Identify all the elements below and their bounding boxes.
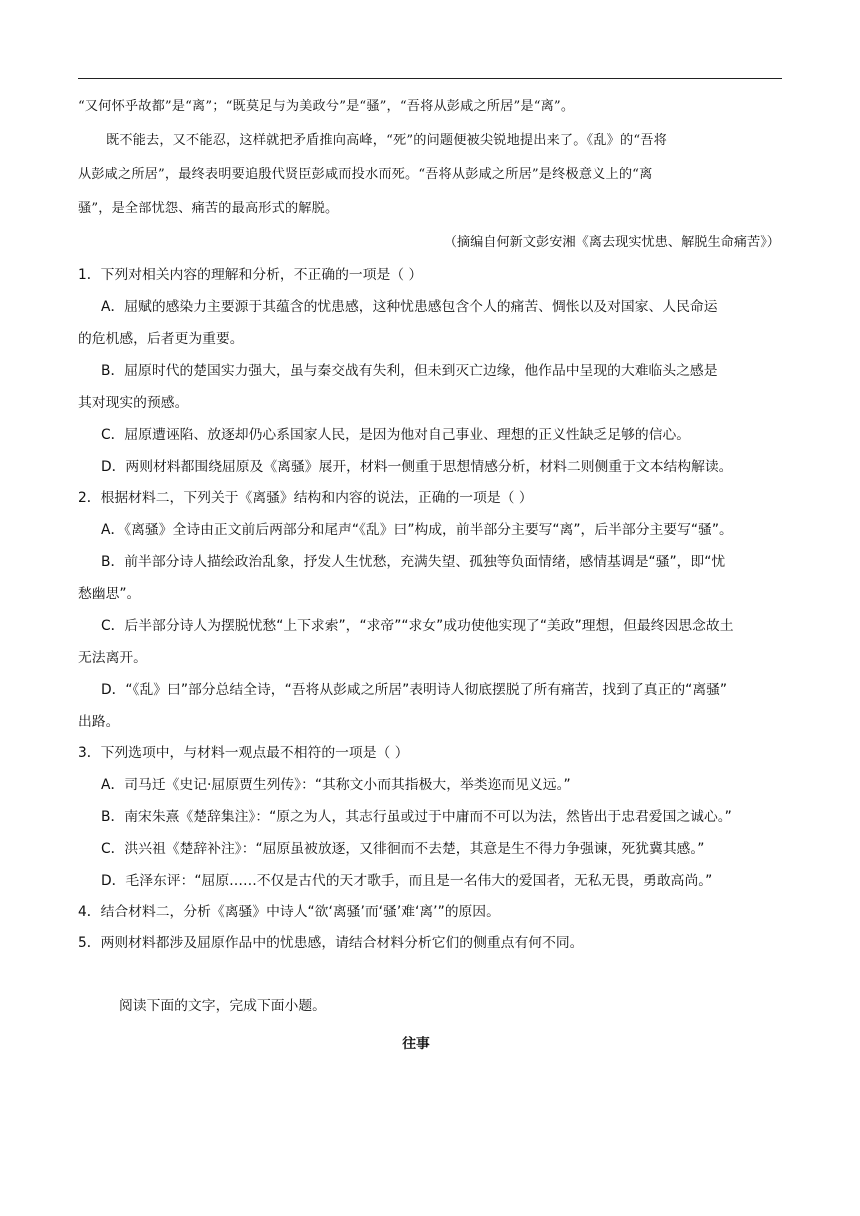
question-1-stem: 1．下列对相关内容的理解和分析，不正确的一项是（ ） [78,267,423,283]
excerpt-line: 既不能去，又不能忍，这样就把矛盾推向高峰，“死”的问题便被尖锐地提出来了。《乱》的“吾将 [106,133,667,148]
excerpt-source: （摘编自何新文彭安湘《离去现实忧患、解脱生命痛苦》） [443,235,780,250]
excerpt-line: “又何怀乎故都”是“离”；“既莫足与为美政兮”是“骚”，“吾将从彭咸之所居”是“离”。 [78,99,575,114]
material-excerpt [78,97,782,253]
question-2-option-c-cont: 无法离开。 [78,650,147,666]
question-4-stem: 4．结合材料二，分析《离骚》中诗人“欲‘离骚’而‘骚’难‘离’”的原因。 [78,904,500,920]
question-5-stem: 5．两则材料都涉及屈原作品中的忧患感，请结合材料分析它们的侧重点有何不同。 [78,935,584,951]
header-rule [78,78,782,79]
question-3-option-d: D．毛泽东评：“屈原……不仅是古代的天才歌手，而且是一名伟大的爱国者，无私无畏，勇敢高尚。” [101,873,713,889]
question-3-option-b: B．南宋朱熹《楚辞集注》：“原之为人，其志行虽或过于中庸而不可以为法，然皆出于忠君爱国之诚心。” [101,809,732,825]
question-1-option-a: A．屈赋的感染力主要源于其蕴含的忧患感，这种忧患感包含个人的痛苦、惆怅以及对国家、人民命运 [101,299,718,315]
question-1-option-b-cont: 其对现实的预感。 [78,395,189,411]
question-3-option-c: C．洪兴祖《楚辞补注》：“屈原虽被放逐，又徘徊而不去楚，其意是生不得力争强谏，死犹冀其感。” [101,841,705,857]
excerpt-line: 从彭咸之所居”，最终表明要追殷代贤臣彭咸而投水而死。“吾将从彭咸之所居”是终极意义上的“离 [78,167,653,182]
question-2-option-d: D．“《乱》曰”部分总结全诗，“吾将从彭咸之所居”表明诗人彻底摆脱了所有痛苦，找到了真正的“离骚” [101,682,728,698]
question-block [78,265,782,1054]
question-1-option-a-cont: 的危机感，后者更为重要。 [78,331,244,347]
question-3-option-a: A．司马迁《史记·屈原贾生列传》：“其称文小而其指极大，举类迩而见义远。” [101,777,571,793]
reading-title: 往事 [402,1036,430,1052]
question-2-option-a: A．《离骚》全诗由正文前后两部分和尾声“《乱》曰”构成，前半部分主要写“离”，后半部分主要写“骚”。 [101,522,733,538]
question-1-option-b: B．屈原时代的楚国实力强大，虽与秦交战有失利，但未到灭亡边缘，他作品中呈现的大难临头之感是 [101,363,718,379]
question-2-option-d-cont: 出路。 [78,714,120,730]
question-2-stem: 2．根据材料二，下列关于《离骚》结构和内容的说法，正确的一项是（ ） [78,490,533,506]
reading-intro: 阅读下面的文字，完成下面小题。 [119,998,326,1014]
question-2-option-b-cont: 愁幽思”。 [78,586,141,602]
question-3-stem: 3．下列选项中，与材料一观点最不相符的一项是（ ） [78,745,409,761]
question-1-option-c: C．屈原遭诬陷、放逐却仍心系国家人民，是因为他对自己事业、理想的正义性缺乏足够的信心。 [101,427,691,443]
excerpt-line: 骚”，是全部忧怨、痛苦的最高形式的解脱。 [78,201,339,216]
question-2-option-b: B．前半部分诗人描绘政治乱象，抒发人生忧愁，充满失望、孤独等负面情绪，感情基调是“骚”，即“忧 [101,554,726,570]
page-content [78,97,782,1054]
question-1-option-d: D．两则材料都围绕屈原及《离骚》展开，材料一侧重于思想情感分析，材料二则侧重于文本结构解读。 [101,459,733,475]
question-2-option-c: C．后半部分诗人为摆脱忧愁“上下求索”，“求帝”“求女”成功使他实现了“美政”理想，但最终因思念故土 [101,618,734,634]
